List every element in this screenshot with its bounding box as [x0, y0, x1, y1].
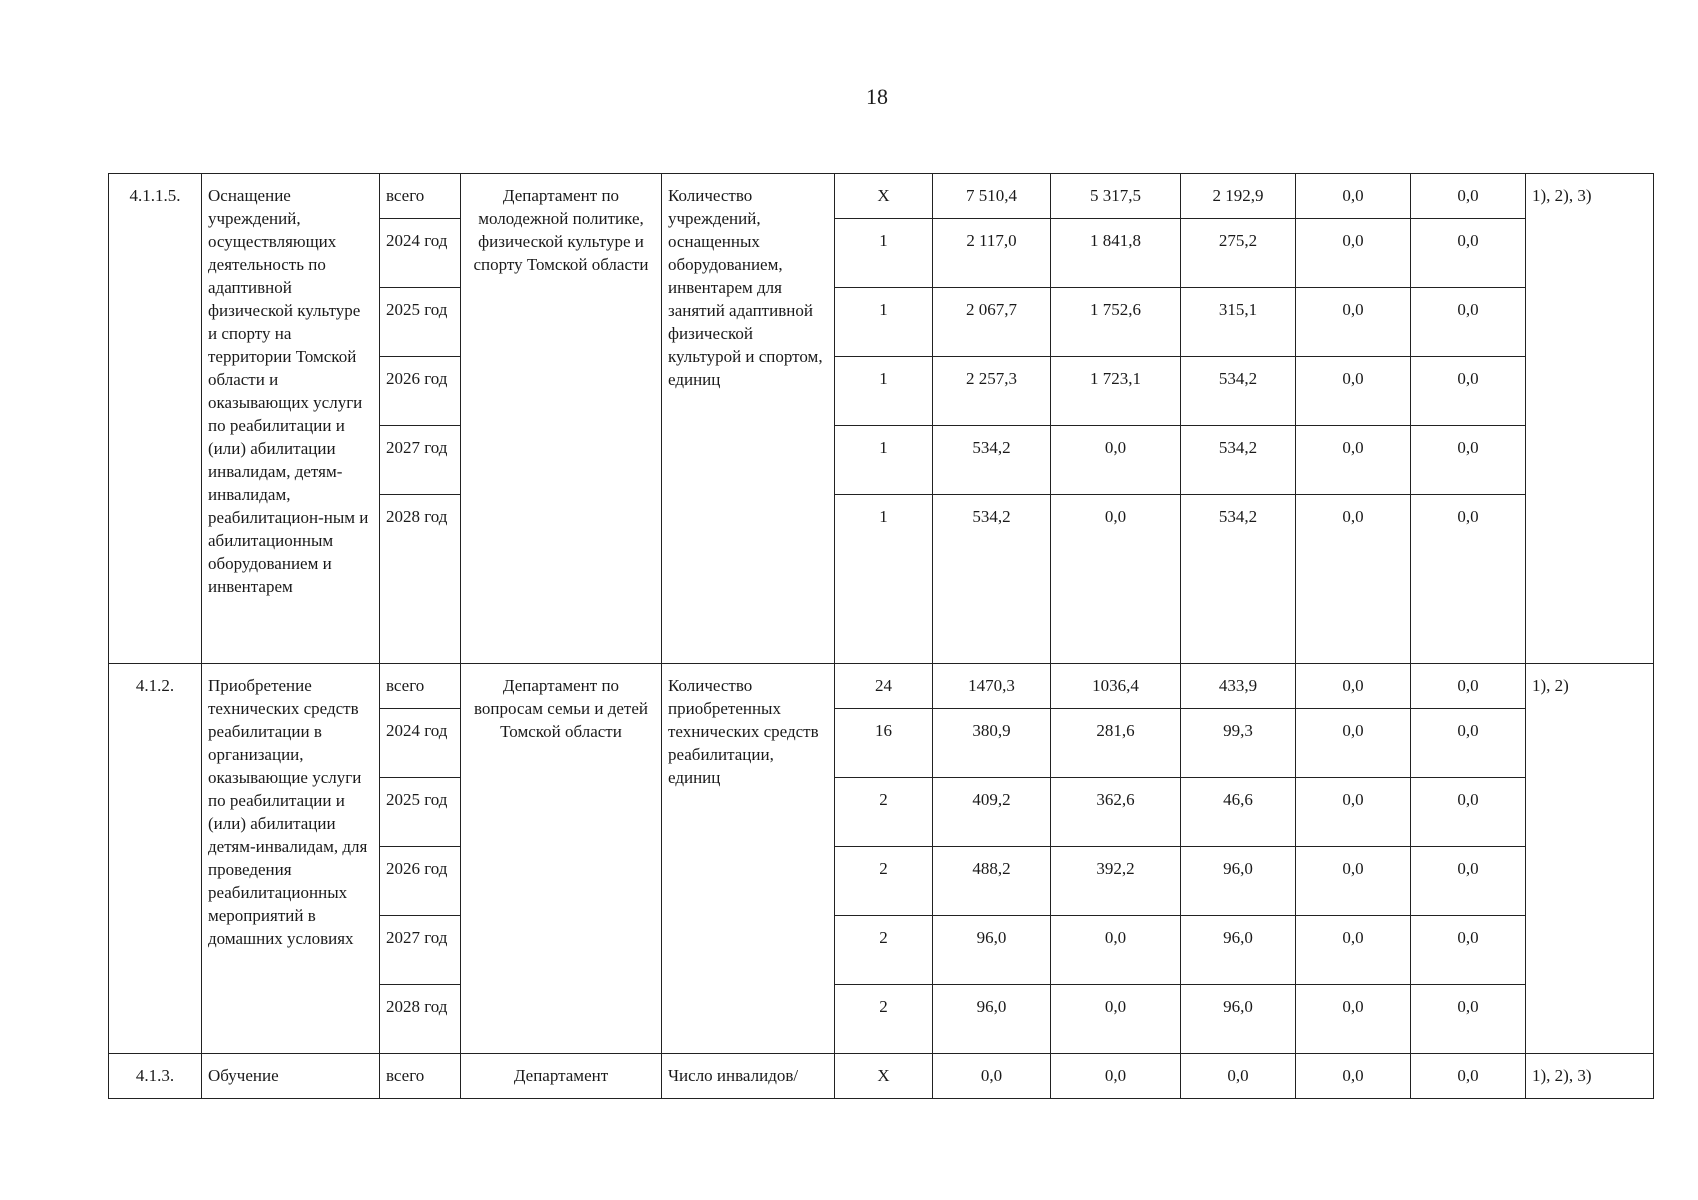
- value-cell-qty: 24: [835, 664, 933, 709]
- value-cell-mun: 0,0: [1296, 778, 1411, 847]
- value-cell-mun: 0,0: [1296, 1054, 1411, 1099]
- value-cell-reg: 99,3: [1181, 709, 1296, 778]
- value-cell-fed: 0,0: [1051, 426, 1181, 495]
- value-cell-mun: 0,0: [1296, 847, 1411, 916]
- period-cell: 2026 год: [380, 847, 461, 916]
- value-cell-mun: 0,0: [1296, 357, 1411, 426]
- value-cell-reg: 46,6: [1181, 778, 1296, 847]
- value-cell-mun: 0,0: [1296, 664, 1411, 709]
- value-cell-mun: 0,0: [1296, 495, 1411, 664]
- value-cell-qty: 2: [835, 985, 933, 1054]
- value-cell-extra: 0,0: [1411, 664, 1526, 709]
- executor-cell: Департамент по молодежной политике, физической культуре и спорту Томской области: [461, 174, 662, 664]
- value-cell-fed: 1036,4: [1051, 664, 1181, 709]
- indicator-cell: Количество учреждений, оснащенных оборудованием, инвентарем для занятий адаптивной физической культурой и спортом, единиц: [662, 174, 835, 664]
- table-row: [109, 1054, 1654, 1099]
- period-cell: 2024 год: [380, 709, 461, 778]
- value-cell-reg: 275,2: [1181, 219, 1296, 288]
- value-cell-fed: 0,0: [1051, 916, 1181, 985]
- value-cell-extra: 0,0: [1411, 174, 1526, 219]
- value-cell-fed: 0,0: [1051, 985, 1181, 1054]
- item-name: Оснащение учреждений, осуществляющих деятельность по адаптивной физической культуре и спорту на территории Томской области и оказывающих услуги по реабилитации и (или) абилитации инвалидам, детям-инвалидам, реабилитацион-ным и абилитационным оборудованием и инвентарем: [202, 174, 380, 664]
- value-cell-reg: 2 192,9: [1181, 174, 1296, 219]
- value-cell-total: 488,2: [933, 847, 1051, 916]
- table-row: [109, 664, 1654, 709]
- value-cell-qty: 1: [835, 495, 933, 664]
- value-cell-total: 0,0: [933, 1054, 1051, 1099]
- value-cell-qty: 1: [835, 426, 933, 495]
- period-cell: всего: [380, 664, 461, 709]
- period-cell: 2028 год: [380, 495, 461, 664]
- value-cell-total: 2 117,0: [933, 219, 1051, 288]
- value-cell-mun: 0,0: [1296, 985, 1411, 1054]
- page-number: 18: [866, 84, 888, 109]
- value-cell-qty: Х: [835, 1054, 933, 1099]
- executor-cell: Департамент по вопросам семьи и детей Томской области: [461, 664, 662, 1054]
- value-cell-qty: Х: [835, 174, 933, 219]
- item-name: Обучение: [202, 1054, 380, 1099]
- value-cell-fed: 1 841,8: [1051, 219, 1181, 288]
- value-cell-mun: 0,0: [1296, 426, 1411, 495]
- value-cell-total: 2 067,7: [933, 288, 1051, 357]
- value-cell-qty: 1: [835, 219, 933, 288]
- value-cell-fed: 392,2: [1051, 847, 1181, 916]
- value-cell-total: 409,2: [933, 778, 1051, 847]
- value-cell-reg: 96,0: [1181, 916, 1296, 985]
- period-cell: всего: [380, 174, 461, 219]
- value-cell-extra: 0,0: [1411, 288, 1526, 357]
- period-cell: 2025 год: [380, 778, 461, 847]
- value-cell-reg: 96,0: [1181, 985, 1296, 1054]
- value-cell-reg: 534,2: [1181, 357, 1296, 426]
- period-cell: всего: [380, 1054, 461, 1099]
- notes-cell: 1), 2), 3): [1526, 174, 1654, 664]
- value-cell-reg: 315,1: [1181, 288, 1296, 357]
- value-cell-fed: 1 752,6: [1051, 288, 1181, 357]
- period-cell: 2028 год: [380, 985, 461, 1054]
- executor-cell: Департамент: [461, 1054, 662, 1099]
- period-cell: 2027 год: [380, 426, 461, 495]
- item-code: 4.1.1.5.: [109, 174, 202, 664]
- period-cell: 2024 год: [380, 219, 461, 288]
- value-cell-total: 1470,3: [933, 664, 1051, 709]
- period-cell: 2025 год: [380, 288, 461, 357]
- indicator-cell: Количество приобретенных технических средств реабилитации, единиц: [662, 664, 835, 1054]
- period-cell: 2026 год: [380, 357, 461, 426]
- value-cell-total: 534,2: [933, 426, 1051, 495]
- value-cell-reg: 534,2: [1181, 495, 1296, 664]
- value-cell-fed: 5 317,5: [1051, 174, 1181, 219]
- value-cell-extra: 0,0: [1411, 219, 1526, 288]
- value-cell-mun: 0,0: [1296, 709, 1411, 778]
- value-cell-mun: 0,0: [1296, 219, 1411, 288]
- table-row: [109, 174, 1654, 219]
- value-cell-total: 96,0: [933, 916, 1051, 985]
- value-cell-extra: 0,0: [1411, 709, 1526, 778]
- value-cell-reg: 0,0: [1181, 1054, 1296, 1099]
- value-cell-qty: 1: [835, 357, 933, 426]
- notes-cell: 1), 2), 3): [1526, 1054, 1654, 1099]
- value-cell-total: 96,0: [933, 985, 1051, 1054]
- value-cell-mun: 0,0: [1296, 288, 1411, 357]
- value-cell-fed: 281,6: [1051, 709, 1181, 778]
- value-cell-fed: 0,0: [1051, 495, 1181, 664]
- period-cell: 2027 год: [380, 916, 461, 985]
- value-cell-extra: 0,0: [1411, 985, 1526, 1054]
- item-code: 4.1.3.: [109, 1054, 202, 1099]
- value-cell-extra: 0,0: [1411, 357, 1526, 426]
- value-cell-extra: 0,0: [1411, 1054, 1526, 1099]
- value-cell-fed: 362,6: [1051, 778, 1181, 847]
- value-cell-extra: 0,0: [1411, 916, 1526, 985]
- value-cell-reg: 96,0: [1181, 847, 1296, 916]
- item-code: 4.1.2.: [109, 664, 202, 1054]
- value-cell-mun: 0,0: [1296, 174, 1411, 219]
- value-cell-extra: 0,0: [1411, 778, 1526, 847]
- value-cell-extra: 0,0: [1411, 426, 1526, 495]
- value-cell-mun: 0,0: [1296, 916, 1411, 985]
- value-cell-fed: 0,0: [1051, 1054, 1181, 1099]
- indicator-cell: Число инвалидов/: [662, 1054, 835, 1099]
- notes-cell: 1), 2): [1526, 664, 1654, 1054]
- value-cell-fed: 1 723,1: [1051, 357, 1181, 426]
- value-cell-qty: 2: [835, 916, 933, 985]
- value-cell-total: 380,9: [933, 709, 1051, 778]
- value-cell-reg: 534,2: [1181, 426, 1296, 495]
- item-name: Приобретение технических средств реабилитации в организации, оказывающие услуги по реабилитации и (или) абилитации детям-инвалидам, для проведения реабилитационных мероприятий в домашних условиях: [202, 664, 380, 1054]
- value-cell-total: 7 510,4: [933, 174, 1051, 219]
- value-cell-qty: 2: [835, 778, 933, 847]
- value-cell-extra: 0,0: [1411, 495, 1526, 664]
- value-cell-qty: 1: [835, 288, 933, 357]
- value-cell-extra: 0,0: [1411, 847, 1526, 916]
- value-cell-total: 534,2: [933, 495, 1051, 664]
- program-table: [108, 173, 1654, 1099]
- value-cell-reg: 433,9: [1181, 664, 1296, 709]
- value-cell-qty: 2: [835, 847, 933, 916]
- value-cell-total: 2 257,3: [933, 357, 1051, 426]
- value-cell-qty: 16: [835, 709, 933, 778]
